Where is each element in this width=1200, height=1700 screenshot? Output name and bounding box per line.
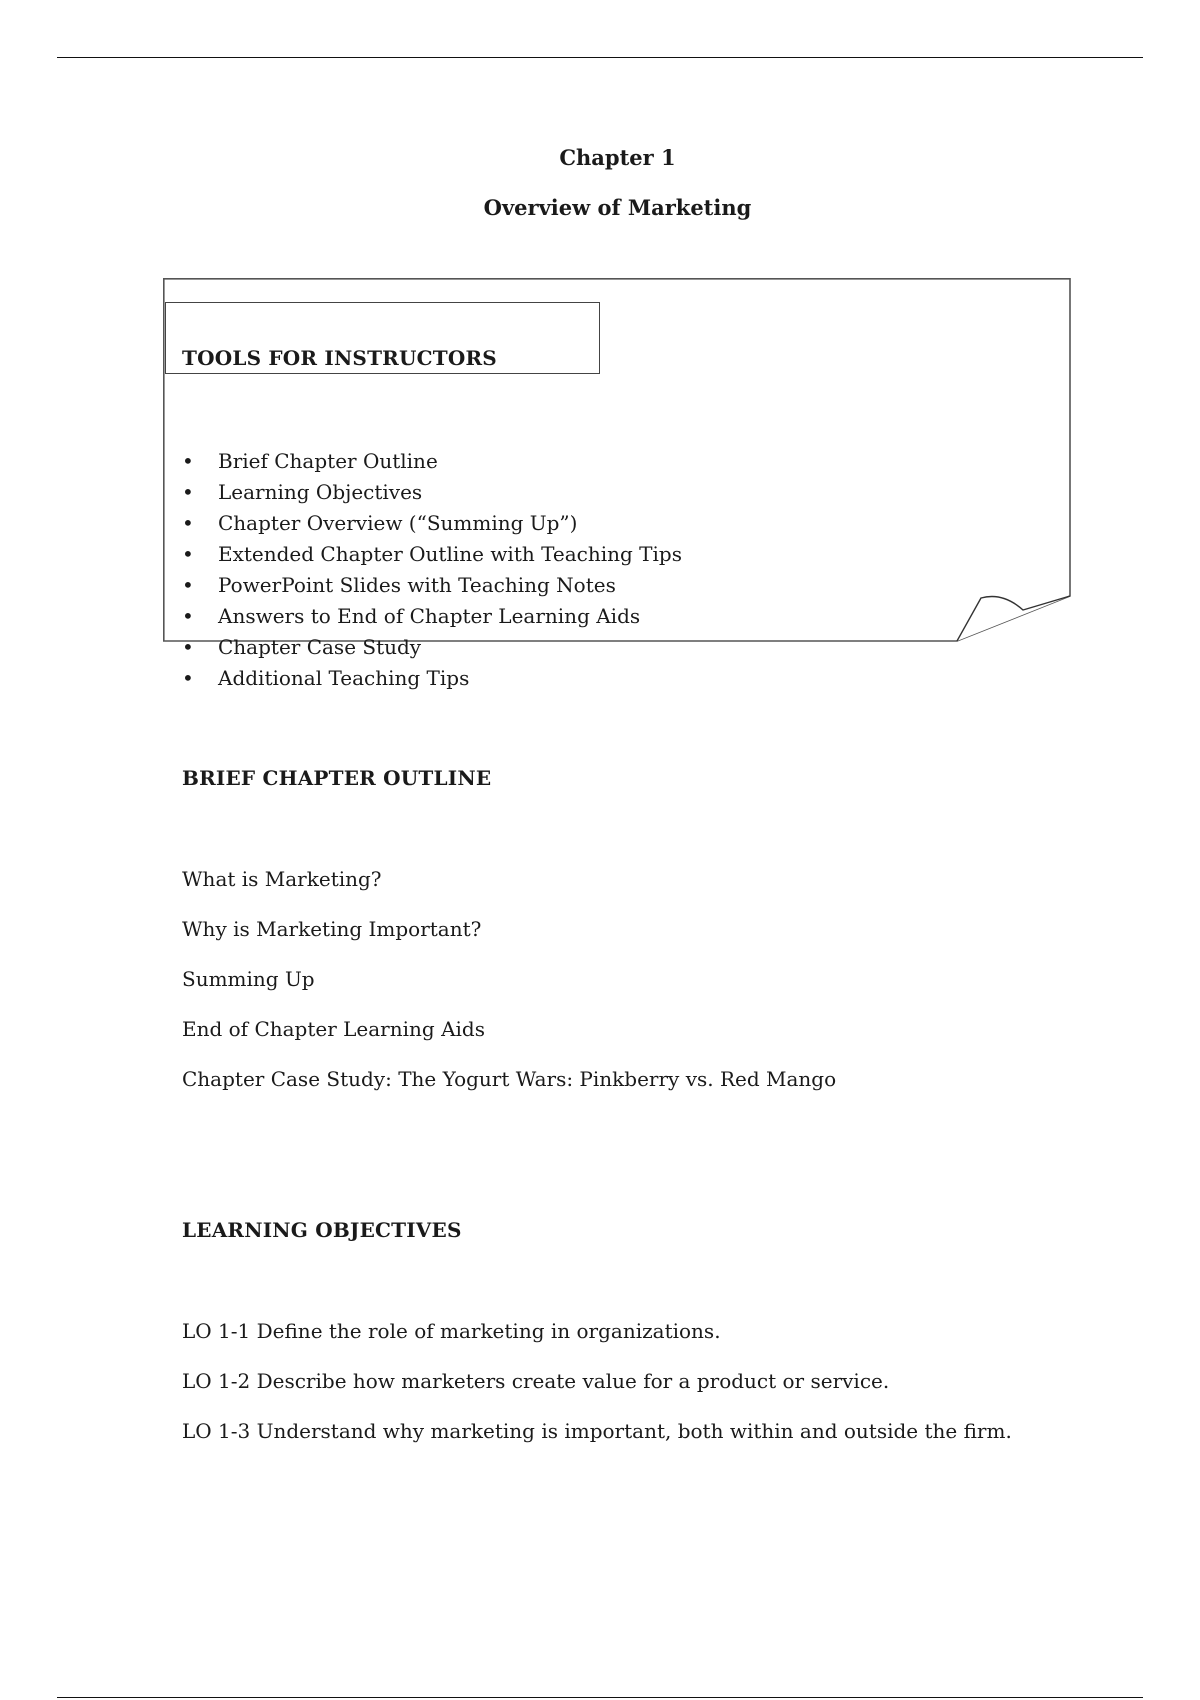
tools-heading: TOOLS FOR INSTRUCTORS bbox=[182, 346, 497, 370]
learning-objectives-list bbox=[182, 1318, 1012, 1468]
learning-objectives-heading: LEARNING OBJECTIVES bbox=[182, 1218, 462, 1242]
brief-outline-list bbox=[182, 866, 836, 1116]
list-item: • Chapter Case Study bbox=[182, 632, 682, 663]
list-item: Summing Up bbox=[182, 967, 315, 991]
list-item: • Learning Objectives bbox=[182, 477, 682, 508]
chapter-number: Chapter 1 bbox=[559, 145, 676, 170]
list-item: • Answers to End of Chapter Learning Aids bbox=[182, 601, 682, 632]
list-item: Why is Marketing Important? bbox=[182, 917, 482, 941]
list-item: • Chapter Overview (“Summing Up”) bbox=[182, 508, 682, 539]
list-item: End of Chapter Learning Aids bbox=[182, 1017, 485, 1041]
list-item: • Brief Chapter Outline bbox=[182, 446, 682, 477]
brief-outline-heading: BRIEF CHAPTER OUTLINE bbox=[182, 766, 492, 790]
list-item: What is Marketing? bbox=[182, 867, 382, 891]
footer-rule bbox=[57, 1697, 1143, 1698]
list-item: Chapter Case Study: The Yogurt Wars: Pinkberry vs. Red Mango bbox=[182, 1067, 837, 1091]
list-item: LO 1-1 Define the role of marketing in organizations. bbox=[182, 1319, 721, 1343]
tools-list bbox=[182, 446, 682, 694]
list-item: • PowerPoint Slides with Teaching Notes bbox=[182, 570, 682, 601]
list-item: LO 1-2 Describe how marketers create value for a product or service. bbox=[182, 1369, 890, 1393]
header-rule bbox=[57, 57, 1143, 58]
list-item: • Additional Teaching Tips bbox=[182, 663, 682, 694]
chapter-title: Overview of Marketing bbox=[483, 195, 752, 220]
list-item: LO 1-3 Understand why marketing is important, both within and outside the firm. bbox=[182, 1419, 1012, 1443]
list-item: • Extended Chapter Outline with Teaching Tips bbox=[182, 539, 682, 570]
